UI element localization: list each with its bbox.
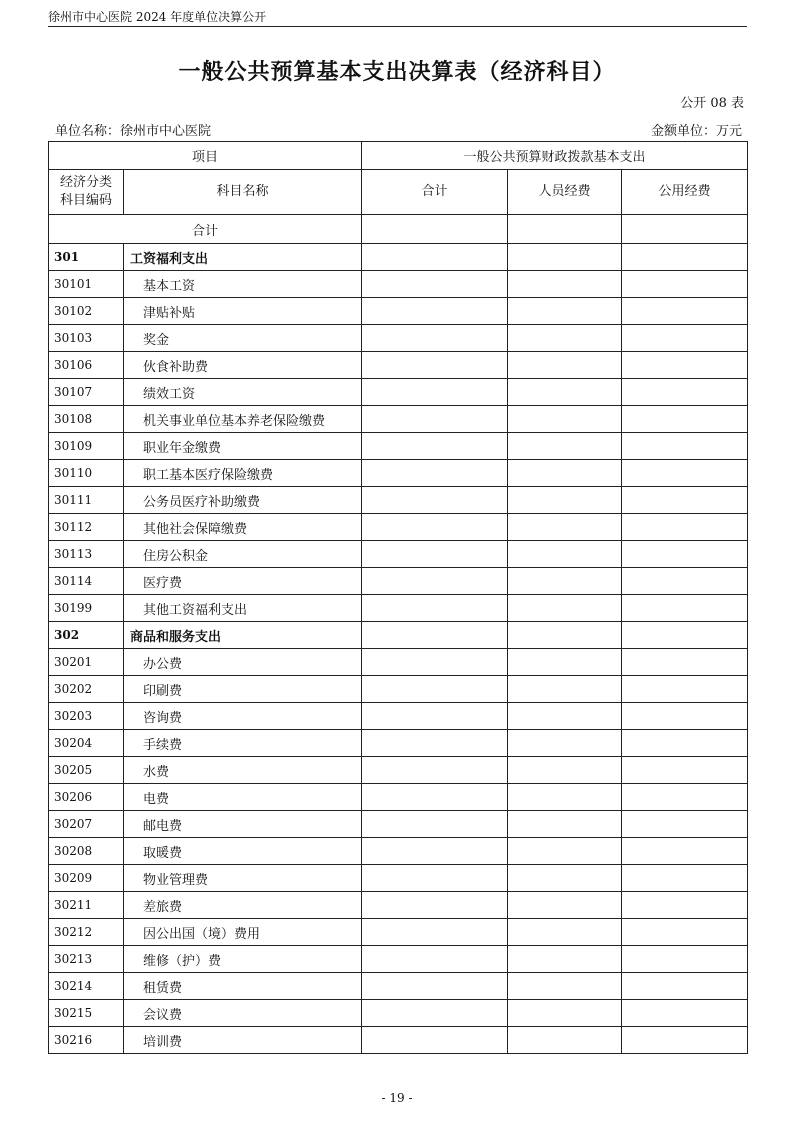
account-name: 印刷费 <box>124 676 362 703</box>
table-row <box>49 541 748 568</box>
account-code: 30207 <box>49 811 124 838</box>
total-cell <box>362 838 508 865</box>
table-row <box>49 595 748 622</box>
public-cell <box>622 541 748 568</box>
personnel-cell <box>508 352 622 379</box>
personnel-cell <box>508 1027 622 1054</box>
personnel-cell <box>508 730 622 757</box>
category-row <box>49 244 748 271</box>
public-cell <box>622 919 748 946</box>
personnel-cell <box>508 757 622 784</box>
total-cell <box>362 622 508 649</box>
table-row <box>49 892 748 919</box>
table-row <box>49 838 748 865</box>
total-cell <box>362 460 508 487</box>
total-cell <box>362 433 508 460</box>
account-code: 30108 <box>49 406 124 433</box>
account-code: 30213 <box>49 946 124 973</box>
public-cell <box>622 892 748 919</box>
personnel-cell <box>508 487 622 514</box>
table-row <box>49 649 748 676</box>
total-cell <box>362 406 508 433</box>
code-column-header <box>49 170 124 215</box>
personnel-cell <box>508 649 622 676</box>
personnel-cell <box>508 622 622 649</box>
total-cell <box>362 865 508 892</box>
table-row <box>49 568 748 595</box>
personnel-cell <box>508 973 622 1000</box>
table-row <box>49 811 748 838</box>
sum-total-cell <box>362 215 508 244</box>
table-row <box>49 946 748 973</box>
personnel-cell <box>508 595 622 622</box>
account-name: 差旅费 <box>124 892 362 919</box>
account-code: 30204 <box>49 730 124 757</box>
total-cell <box>362 541 508 568</box>
account-code: 30205 <box>49 757 124 784</box>
personnel-cell <box>508 271 622 298</box>
public-cell <box>622 352 748 379</box>
form-number: 公开 08 表 <box>680 96 744 111</box>
public-cell <box>622 1027 748 1054</box>
table-row <box>49 271 748 298</box>
account-code: 30201 <box>49 649 124 676</box>
code-header-line2: 科目编码 <box>59 193 112 208</box>
account-name: 办公费 <box>124 649 362 676</box>
public-cell <box>622 487 748 514</box>
account-code: 30112 <box>49 514 124 541</box>
account-code: 30215 <box>49 1000 124 1027</box>
public-column-header: 公用经费 <box>622 170 748 215</box>
personnel-column-header: 人员经费 <box>508 170 622 215</box>
account-code: 30202 <box>49 676 124 703</box>
account-code: 30209 <box>49 865 124 892</box>
personnel-cell <box>508 298 622 325</box>
personnel-cell <box>508 811 622 838</box>
header-divider <box>48 26 747 27</box>
table-row <box>49 1000 748 1027</box>
public-cell <box>622 514 748 541</box>
account-code: 30208 <box>49 838 124 865</box>
public-cell <box>622 595 748 622</box>
account-code: 30113 <box>49 541 124 568</box>
table-row <box>49 784 748 811</box>
personnel-cell <box>508 838 622 865</box>
public-cell <box>622 703 748 730</box>
account-code: 30203 <box>49 703 124 730</box>
total-cell <box>362 271 508 298</box>
account-code: 301 <box>49 244 124 271</box>
public-cell <box>622 568 748 595</box>
personnel-cell <box>508 703 622 730</box>
account-code: 30216 <box>49 1027 124 1054</box>
total-cell <box>362 244 508 271</box>
account-code: 30206 <box>49 784 124 811</box>
account-code: 30106 <box>49 352 124 379</box>
table-row <box>49 919 748 946</box>
public-cell <box>622 784 748 811</box>
public-cell <box>622 433 748 460</box>
account-code: 30114 <box>49 568 124 595</box>
table-row <box>49 865 748 892</box>
total-cell <box>362 568 508 595</box>
public-cell <box>622 676 748 703</box>
total-cell <box>362 946 508 973</box>
total-cell <box>362 487 508 514</box>
total-column-header: 合计 <box>362 170 508 215</box>
public-cell <box>622 1000 748 1027</box>
personnel-cell <box>508 946 622 973</box>
table-row <box>49 433 748 460</box>
public-cell <box>622 973 748 1000</box>
account-name: 培训费 <box>124 1027 362 1054</box>
personnel-cell <box>508 244 622 271</box>
account-name: 水费 <box>124 757 362 784</box>
sum-label: 合计 <box>49 215 362 244</box>
account-name: 其他社会保障缴费 <box>124 514 362 541</box>
account-code: 30102 <box>49 298 124 325</box>
table-row <box>49 676 748 703</box>
table-row <box>49 379 748 406</box>
sum-public-cell <box>622 215 748 244</box>
account-name: 因公出国（境）费用 <box>124 919 362 946</box>
public-cell <box>622 379 748 406</box>
table-row <box>49 973 748 1000</box>
account-name: 公务员医疗补助缴费 <box>124 487 362 514</box>
personnel-cell <box>508 568 622 595</box>
expenditure-table <box>48 141 748 1054</box>
account-code: 30212 <box>49 919 124 946</box>
total-cell <box>362 919 508 946</box>
total-cell <box>362 730 508 757</box>
account-name: 津贴补贴 <box>124 298 362 325</box>
sum-personnel-cell <box>508 215 622 244</box>
account-name: 其他工资福利支出 <box>124 595 362 622</box>
account-name: 机关事业单位基本养老保险缴费 <box>124 406 362 433</box>
code-header-line1: 经济分类 <box>59 175 112 190</box>
account-name: 伙食补助费 <box>124 352 362 379</box>
personnel-cell <box>508 784 622 811</box>
account-name: 商品和服务支出 <box>124 622 362 649</box>
personnel-cell <box>508 433 622 460</box>
account-code: 30103 <box>49 325 124 352</box>
total-cell <box>362 892 508 919</box>
name-column-header: 科目名称 <box>124 170 362 215</box>
table-row <box>49 298 748 325</box>
account-code: 302 <box>49 622 124 649</box>
public-cell <box>622 406 748 433</box>
table-row <box>49 487 748 514</box>
public-cell <box>622 946 748 973</box>
amount-group-header: 一般公共预算财政拨款基本支出 <box>362 142 748 170</box>
account-name: 取暖费 <box>124 838 362 865</box>
table-row <box>49 730 748 757</box>
total-cell <box>362 676 508 703</box>
public-cell <box>622 811 748 838</box>
total-cell <box>362 757 508 784</box>
table-row <box>49 352 748 379</box>
personnel-cell <box>508 379 622 406</box>
account-code: 30101 <box>49 271 124 298</box>
account-code: 30199 <box>49 595 124 622</box>
personnel-cell <box>508 325 622 352</box>
account-code: 30214 <box>49 973 124 1000</box>
sum-row <box>49 215 748 244</box>
total-cell <box>362 973 508 1000</box>
total-cell <box>362 1000 508 1027</box>
account-name: 维修（护）费 <box>124 946 362 973</box>
personnel-cell <box>508 892 622 919</box>
account-name: 基本工资 <box>124 271 362 298</box>
total-cell <box>362 352 508 379</box>
account-name: 医疗费 <box>124 568 362 595</box>
account-name: 绩效工资 <box>124 379 362 406</box>
public-cell <box>622 460 748 487</box>
account-name: 职工基本医疗保险缴费 <box>124 460 362 487</box>
personnel-cell <box>508 676 622 703</box>
public-cell <box>622 244 748 271</box>
account-code: 30109 <box>49 433 124 460</box>
total-cell <box>362 514 508 541</box>
public-cell <box>622 865 748 892</box>
account-name: 物业管理费 <box>124 865 362 892</box>
account-code: 30107 <box>49 379 124 406</box>
account-name: 手续费 <box>124 730 362 757</box>
account-name: 租赁费 <box>124 973 362 1000</box>
unit-name: 单位名称：徐州市中心医院 <box>55 124 212 139</box>
table-row <box>49 325 748 352</box>
account-name: 职业年金缴费 <box>124 433 362 460</box>
account-name: 咨询费 <box>124 703 362 730</box>
personnel-cell <box>508 514 622 541</box>
table-row <box>49 757 748 784</box>
public-cell <box>622 622 748 649</box>
table-row <box>49 514 748 541</box>
account-name: 会议费 <box>124 1000 362 1027</box>
page-number: - 19 - <box>381 1091 413 1105</box>
personnel-cell <box>508 1000 622 1027</box>
personnel-cell <box>508 406 622 433</box>
total-cell <box>362 1027 508 1054</box>
account-name: 邮电费 <box>124 811 362 838</box>
category-row <box>49 622 748 649</box>
personnel-cell <box>508 865 622 892</box>
amount-unit: 金额单位：万元 <box>650 124 742 139</box>
account-code: 30110 <box>49 460 124 487</box>
total-cell <box>362 325 508 352</box>
table-row <box>49 1027 748 1054</box>
personnel-cell <box>508 460 622 487</box>
personnel-cell <box>508 541 622 568</box>
public-cell <box>622 649 748 676</box>
total-cell <box>362 379 508 406</box>
public-cell <box>622 325 748 352</box>
account-name: 电费 <box>124 784 362 811</box>
total-cell <box>362 595 508 622</box>
page-title: 一般公共预算基本支出决算表（经济科目） <box>178 59 616 85</box>
total-cell <box>362 298 508 325</box>
account-code: 30111 <box>49 487 124 514</box>
table-row <box>49 406 748 433</box>
public-cell <box>622 730 748 757</box>
item-group-header: 项目 <box>49 142 362 170</box>
table-row <box>49 460 748 487</box>
total-cell <box>362 811 508 838</box>
total-cell <box>362 784 508 811</box>
public-cell <box>622 298 748 325</box>
account-name: 住房公积金 <box>124 541 362 568</box>
table-row <box>49 703 748 730</box>
running-header: 徐州市中心医院 2024 年度单位决算公开 <box>48 10 267 24</box>
public-cell <box>622 757 748 784</box>
public-cell <box>622 271 748 298</box>
total-cell <box>362 649 508 676</box>
account-name: 奖金 <box>124 325 362 352</box>
personnel-cell <box>508 919 622 946</box>
public-cell <box>622 838 748 865</box>
account-name: 工资福利支出 <box>124 244 362 271</box>
account-code: 30211 <box>49 892 124 919</box>
total-cell <box>362 703 508 730</box>
